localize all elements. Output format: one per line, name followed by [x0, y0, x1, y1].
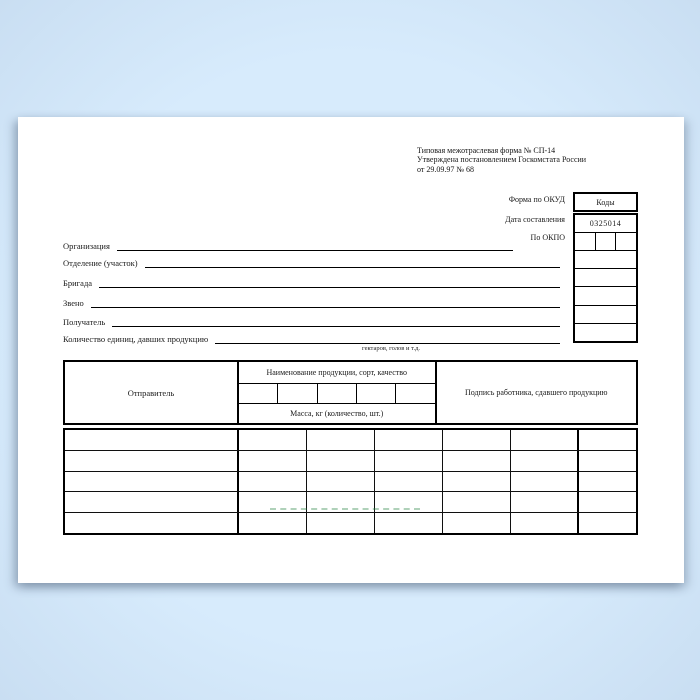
code-empty-cell — [575, 306, 636, 324]
table-row — [65, 513, 636, 533]
okud-value-cell: 0325014 — [575, 215, 636, 233]
signature-cell — [579, 513, 636, 533]
okpo-code-cell — [616, 233, 636, 250]
product-cell — [307, 472, 375, 492]
sender-cell — [65, 513, 239, 533]
okpo-code-cell — [596, 233, 617, 250]
product-subcolumn-cell — [278, 384, 317, 403]
product-cell — [375, 472, 443, 492]
product-cell — [307, 451, 375, 471]
sender-cell — [65, 472, 239, 492]
field-label: Количество единиц, давших продукцию — [63, 334, 209, 344]
approval-note-line: от 29.09.97 № 68 — [417, 164, 475, 174]
signature-column-header: Подпись работника, сдавшего продукцию — [464, 387, 608, 397]
product-cell — [511, 513, 579, 533]
units-hint: гектаров, голов и т.д. — [361, 345, 421, 352]
field-blank-line — [145, 267, 560, 268]
field-blank-line — [99, 287, 560, 288]
signature-cell — [579, 472, 636, 492]
field-division — [63, 255, 560, 268]
signature-cell — [579, 451, 636, 471]
code-empty-cell — [575, 269, 636, 287]
table-row — [65, 472, 636, 493]
mass-header-cell: Масса, кг (количество, шт.) — [290, 409, 384, 418]
sender-cell — [65, 430, 239, 450]
product-subcolumn-cell — [357, 384, 396, 403]
product-cell — [375, 513, 443, 533]
table-row — [65, 451, 636, 472]
product-cell — [307, 430, 375, 450]
product-cell — [239, 472, 307, 492]
field-blank-line — [91, 307, 560, 308]
code-empty-cell — [575, 287, 636, 305]
product-header-cell: Наименование продукции, сорт, качество — [239, 362, 435, 384]
okpo-cells-row — [575, 233, 636, 251]
product-cell — [239, 451, 307, 471]
field-label: Отделение (участок) — [63, 258, 138, 268]
okud-label: Форма по ОКУД — [508, 195, 565, 204]
field-blank-line — [112, 326, 560, 327]
field-units-count — [63, 331, 560, 344]
product-subcolumn-cell — [318, 384, 357, 403]
field-brigade — [63, 275, 560, 288]
product-cell — [239, 430, 307, 450]
field-label: Организация — [63, 241, 110, 251]
codes-box — [573, 213, 638, 343]
product-cell — [443, 472, 511, 492]
product-cell — [443, 513, 511, 533]
product-subcolumn-cell — [396, 384, 434, 403]
table-header — [63, 360, 638, 425]
product-cell — [511, 430, 579, 450]
product-cell — [375, 451, 443, 471]
code-empty-cell — [575, 251, 636, 269]
product-subcolumn-cells — [239, 384, 435, 404]
codes-empty-rows — [575, 251, 636, 341]
field-label: Получатель — [63, 317, 106, 327]
approval-note — [417, 146, 667, 174]
field-label: Звено — [63, 298, 84, 308]
codes-header-cell: Коды — [573, 192, 638, 212]
approval-note-line: Утверждена постановлением Госкомстата России — [417, 155, 587, 165]
date-label: Дата составления — [505, 215, 565, 224]
product-cell — [511, 472, 579, 492]
product-cell — [239, 513, 307, 533]
product-cell — [511, 492, 579, 512]
product-cell — [443, 492, 511, 512]
approval-note-line: Типовая межотраслевая форма № СП-14 — [417, 146, 556, 155]
field-link — [63, 295, 560, 308]
table-row — [65, 430, 636, 451]
product-subcolumn-cell — [239, 384, 278, 403]
okpo-code-cell — [575, 233, 596, 250]
sender-cell — [65, 492, 239, 512]
table-row — [65, 492, 636, 513]
green-watermark — [270, 508, 420, 510]
field-organization — [63, 238, 513, 251]
signature-cell — [579, 492, 636, 512]
field-blank-line — [215, 343, 560, 344]
field-label: Бригада — [63, 278, 93, 288]
form-sheet — [18, 117, 684, 583]
code-empty-cell — [575, 324, 636, 341]
product-cell — [307, 513, 375, 533]
product-cell — [375, 430, 443, 450]
okpo-label: По ОКПО — [530, 233, 565, 242]
product-section-header — [239, 362, 437, 423]
product-cell — [511, 451, 579, 471]
sender-column-header: Отправитель — [65, 362, 239, 423]
field-blank-line — [117, 250, 513, 251]
product-cell — [443, 451, 511, 471]
table-body — [63, 428, 638, 535]
sender-cell — [65, 451, 239, 471]
signature-cell — [579, 430, 636, 450]
field-receiver — [63, 314, 560, 327]
product-cell — [443, 430, 511, 450]
